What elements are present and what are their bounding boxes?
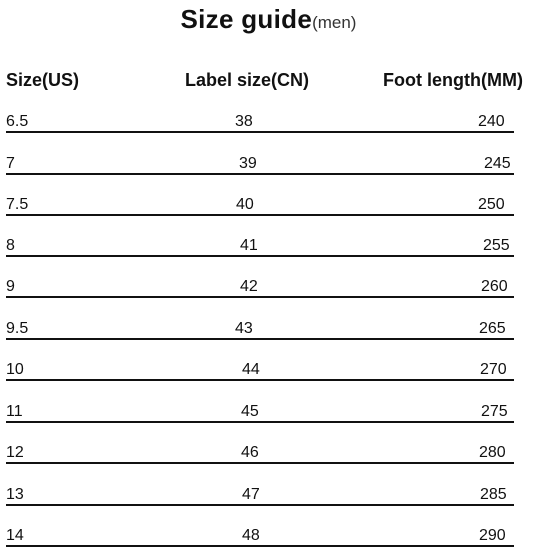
title-subtitle: (men) xyxy=(312,13,357,32)
table-row xyxy=(0,479,537,519)
row-underline xyxy=(6,338,514,340)
row-underline xyxy=(6,462,514,464)
foot-length-cell: 285 xyxy=(480,486,507,503)
foot-length-cell: 240 xyxy=(478,113,505,130)
header-size-us: Size(US) xyxy=(6,70,80,90)
size-us-cell: 9 xyxy=(6,278,15,295)
row-underline xyxy=(6,545,514,547)
label-size-cell: 44 xyxy=(242,361,260,378)
size-us-cell: 13 xyxy=(6,486,24,503)
table-row xyxy=(0,313,537,353)
label-size-cell: 46 xyxy=(241,444,259,461)
header-label-size: Label size(CN) xyxy=(185,70,310,90)
header-foot-length: Foot length(MM) xyxy=(383,70,523,90)
foot-length-cell: 270 xyxy=(480,361,507,378)
size-us-cell: 10 xyxy=(6,361,24,378)
foot-length-cell: 280 xyxy=(479,444,506,461)
row-underline xyxy=(6,173,514,175)
title-main: Size guide xyxy=(180,4,313,34)
foot-length-cell: 275 xyxy=(481,403,508,420)
label-size-cell: 42 xyxy=(240,278,258,295)
table-row xyxy=(0,189,537,229)
label-size-cell: 45 xyxy=(241,403,259,420)
table-row xyxy=(0,520,537,560)
size-us-cell: 14 xyxy=(6,527,24,544)
size-us-cell: 8 xyxy=(6,237,15,254)
foot-length-cell: 255 xyxy=(483,237,510,254)
foot-length-cell: 265 xyxy=(479,320,506,337)
size-us-cell: 9.5 xyxy=(6,320,29,337)
row-underline xyxy=(6,296,514,298)
foot-length-cell: 245 xyxy=(484,155,511,172)
foot-length-cell: 260 xyxy=(481,278,508,295)
row-underline xyxy=(6,421,514,423)
row-underline xyxy=(6,504,514,506)
size-us-cell: 12 xyxy=(6,444,24,461)
label-size-cell: 40 xyxy=(236,196,254,213)
table-row xyxy=(0,106,537,146)
page-title xyxy=(0,4,537,35)
foot-length-cell: 250 xyxy=(478,196,505,213)
row-underline xyxy=(6,255,514,257)
table-row xyxy=(0,396,537,436)
size-us-cell: 7.5 xyxy=(6,196,29,213)
row-underline xyxy=(6,379,514,381)
table-row xyxy=(0,271,537,311)
table-row xyxy=(0,437,537,477)
size-us-cell: 11 xyxy=(6,403,23,420)
label-size-cell: 43 xyxy=(235,320,253,337)
label-size-cell: 48 xyxy=(242,527,260,544)
label-size-cell: 38 xyxy=(235,113,253,130)
row-underline xyxy=(6,131,514,133)
size-us-cell: 6.5 xyxy=(6,113,29,130)
label-size-cell: 41 xyxy=(240,237,258,254)
table-row xyxy=(0,354,537,394)
label-size-cell: 39 xyxy=(239,155,257,172)
row-underline xyxy=(6,214,514,216)
foot-length-cell: 290 xyxy=(479,527,506,544)
table-row xyxy=(0,230,537,270)
label-size-cell: 47 xyxy=(242,486,260,503)
table-row xyxy=(0,148,537,188)
size-us-cell: 7 xyxy=(6,155,15,172)
